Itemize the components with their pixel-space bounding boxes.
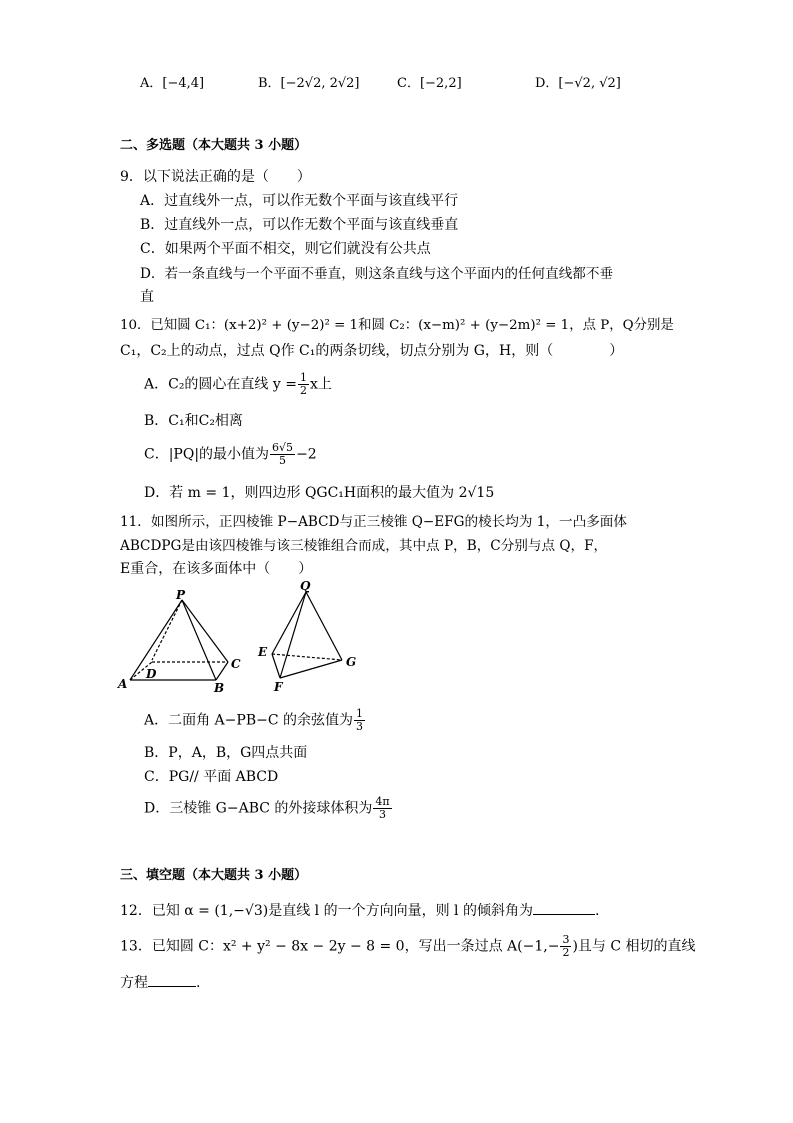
q10-c-den: 5 [279, 454, 287, 467]
q13-line2 [120, 972, 200, 992]
q9-option-a: A．过直线外一点，可以作无数个平面与该直线平行 [140, 193, 459, 209]
q10-option-c [144, 442, 317, 467]
q11-a-fraction [354, 708, 365, 733]
q9-option-d-cont: 直 [140, 289, 154, 305]
q11-d-fraction [373, 796, 391, 821]
label-p: P [176, 590, 186, 602]
q11-a-den: 3 [356, 720, 364, 733]
q13-text: 13．已知圆 C：x² + y² − 8x − 2y − 8 = 0，写出一条过点 A(−1,− [120, 938, 560, 955]
q10-c-fraction [270, 442, 295, 467]
q8-option-c: C．[−2,2] [397, 76, 462, 91]
q10-option-d: D．若 m = 1，则四边形 QGC₁H面积的最大值为 2√15 [144, 485, 495, 501]
label-e: E [258, 645, 268, 659]
section-2-title: 二、多选题（本大题共 3 小题） [120, 138, 308, 153]
q13-line1 [120, 934, 696, 959]
q13-text-tail: )且与 C 相切的直线 [572, 938, 696, 955]
label-d: D [146, 667, 157, 681]
q12-text: 12．已知 α = (1,−√3)是直线 l 的一个方向向量，则 l 的倾斜角为 [120, 903, 533, 919]
q11-d-den: 3 [379, 808, 387, 821]
label-f: F [274, 680, 283, 694]
q10-c-text: C．|PQ|的最小值为 [144, 446, 270, 463]
q10-a-den: 2 [299, 384, 307, 397]
q10-option-a [144, 372, 332, 397]
q13-line2-text: 方程 [120, 975, 148, 991]
label-b: B [214, 681, 225, 695]
q10-a-fraction [298, 372, 309, 397]
edge-qe [272, 592, 306, 654]
q10-c-tail: −2 [296, 446, 317, 463]
q13-num: 3 [562, 933, 570, 946]
edge-qg [306, 592, 342, 660]
q8-option-a: A．[−4,4] [140, 76, 205, 91]
q10-a-num: 1 [299, 371, 307, 384]
edge-ef [272, 654, 280, 678]
q8-option-d: D．[−√2, √2] [535, 76, 621, 91]
q11-stem-line3: E重合，在该多面体中（ ） [120, 561, 313, 577]
q10-stem-line2: C₁，C₂上的动点，过点 Q作 C₁的两条切线，切点分别为 G，H，则（ ） [120, 343, 624, 359]
q9-option-b: B．过直线外一点，可以作无数个平面与该直线垂直 [140, 217, 459, 233]
label-q: Q [300, 579, 311, 593]
section-3-title: 三、填空题（本大题共 3 小题） [120, 868, 308, 883]
q11-stem-line1: 11．如图所示，正四棱锥 P−ABCD与正三棱锥 Q−EFG的棱长均为 1，一凸多面体 [120, 514, 627, 530]
q13-line2-tail: . [196, 975, 201, 991]
q12-tail: . [594, 903, 600, 919]
q10-option-b: B．C₁和C₂相离 [144, 413, 243, 429]
q11-option-a [144, 708, 366, 733]
figure-pyramid-qefg [250, 578, 370, 696]
q9-option-c: C．如果两个平面不相交，则它们就没有公共点 [140, 241, 431, 257]
edge-eg [272, 654, 342, 660]
q11-option-d [144, 796, 393, 821]
q10-a-tail: x上 [309, 376, 332, 393]
q11-option-b: B．P，A，B，G四点共面 [144, 745, 308, 761]
figure-pyramid-pabcd [116, 590, 256, 696]
q9-stem: 9．以下说法正确的是（ ） [120, 169, 311, 185]
q11-a-num: 1 [356, 707, 364, 720]
q11-stem-line2: ABCDPG是由该四棱锥与该三棱锥组合而成，其中点 P，B，C分别与点 Q，F， [120, 538, 608, 554]
q10-a-text: A．C₂的圆心在直线 y = [144, 376, 297, 393]
q8-option-b: B．[−2√2, 2√2] [258, 76, 360, 91]
edge-bc [216, 662, 228, 680]
edge-qf [280, 592, 306, 678]
q9-option-d: D．若一条直线与一个平面不垂直，则这条直线与这个平面内的任何直线都不垂 [140, 266, 614, 282]
q11-d-num: 4π [375, 795, 390, 808]
q10-stem-line1: 10．已知圆 C₁：(x+2)² + (y−2)² = 1和圆 C₂：(x−m)² + (y−2m)² = 1，点 P，Q分别是 [120, 318, 674, 333]
q13-answer-blank[interactable] [148, 986, 196, 987]
edge-pb [182, 600, 216, 680]
label-g: G [346, 655, 357, 669]
label-a: A [118, 677, 128, 691]
q13-fraction [560, 934, 571, 959]
q12-answer-blank[interactable] [533, 914, 595, 915]
edge-fg [280, 660, 342, 678]
q11-d-text: D．三棱锥 G−ABC 的外接球体积为 [144, 800, 373, 817]
q13-den: 2 [562, 946, 570, 959]
q11-a-text: A．二面角 A−PB−C 的余弦值为 [144, 712, 354, 729]
q11-option-c: C．PG// 平面 ABCD [144, 769, 279, 785]
q12 [120, 900, 599, 920]
q10-c-num: 6√5 [272, 441, 294, 454]
edge-pd [152, 600, 182, 660]
label-c: C [231, 657, 241, 671]
